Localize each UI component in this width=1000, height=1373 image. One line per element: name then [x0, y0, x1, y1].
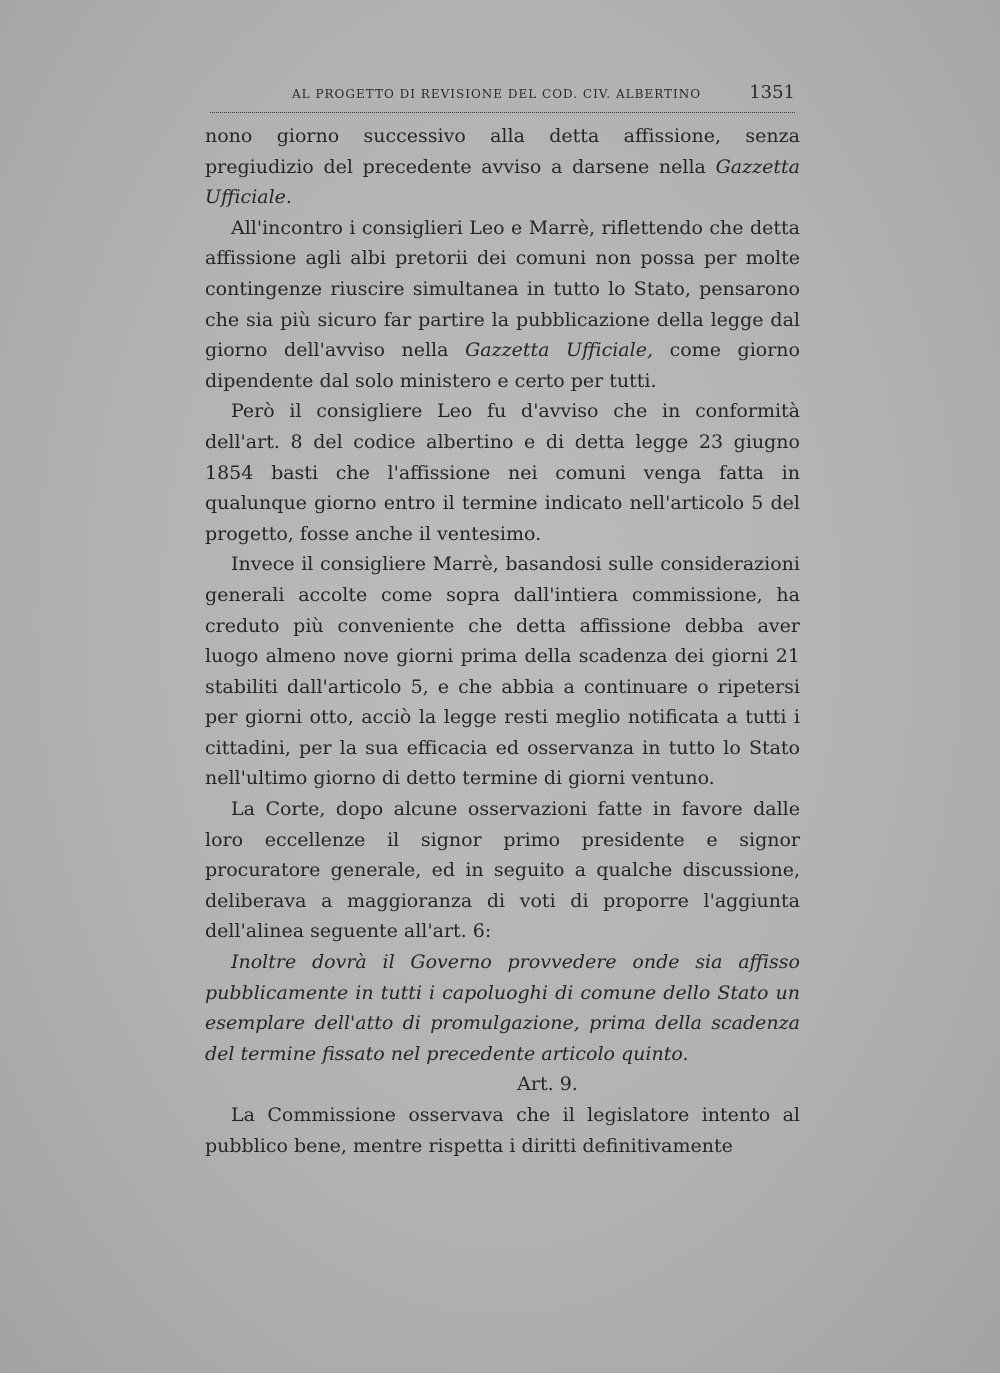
- paragraph-1-italic: Gazzetta Ufficiale: [205, 155, 800, 209]
- paragraph-1: [205, 121, 800, 213]
- paragraph-1-end: .: [285, 186, 292, 209]
- header-rule: [210, 112, 795, 113]
- paragraph-3: Però il consigliere Leo fu d'avviso che in conformità dell'art. 8 del codice albertino e di detta legge 23 giugno 1854 basti che l'affissione nei comuni venga fatta in qualunque giorno entro il termine indicato nell'articolo 5 del progetto, fosse anche il ventesimo.: [205, 400, 800, 545]
- block-quote: Inoltre dovrà il Governo provvedere onde sia affisso pubblicamente in tutti i capoluoghi di comune dello Stato un esemplare dell'atto di promulgazione, prima della scadenza del termine fissato nel precedente articolo quinto.: [205, 951, 800, 1065]
- paragraph-2-italic: Gazzetta Ufficiale,: [465, 339, 653, 362]
- paragraph-2-text2: come giorno dipendente dal solo ministero e certo per tutti.: [205, 339, 800, 392]
- article-heading: Art. 9.: [517, 1073, 578, 1096]
- paragraph-5: La Corte, dopo alcune osservazioni fatte in favore dalle loro eccellenze il signor primo presidente e signor procuratore generale, ed in seguito a qualche discussione, deliberava a maggioranza di voti di proporre l'aggiunta dell'alinea seguente all'art. 6:: [205, 798, 800, 943]
- page-number: 1351: [749, 82, 795, 103]
- page-body: [205, 121, 800, 1161]
- paragraph-4: Invece il consigliere Marrè, basandosi sulle considerazioni generali accolte come sopra dall'intiera commissione, ha creduto più conveniente che detta affissione debba aver luogo almeno nove giorni prima della scadenza dei giorni 21 stabiliti dall'articolo 5, e che abbia a continuare o ripetersi per giorni otto, acciò la legge resti meglio notificata a tutti i cittadini, per la sua efficacia ed osservanza in tutto lo Stato nell'ultimo giorno di detto termine di giorni ventuno.: [205, 553, 800, 790]
- paragraph-1-text: nono giorno successivo alla detta affissione, senza pregiudizio del precedente avviso a darsene nella: [205, 125, 800, 178]
- paragraph-2-text1: All'incontro i consiglieri Leo e Marrè, riflettendo che detta affissione agli albi pretorii dei comuni non possa per molte contingenze riuscire simultanea in tutto lo Stato, pensarono che sia più sicuro far partire la pubblicazione della legge dal giorno dell'avviso nella: [205, 216, 800, 362]
- paragraph-6: La Commissione osservava che il legislatore intento al pubblico bene, mentre rispetta i diritti definitivamente: [205, 1104, 800, 1157]
- paragraph-2: [205, 213, 800, 397]
- page-header: [210, 84, 795, 106]
- running-head: AL PROGETTO DI REVISIONE DEL COD. CIV. ALBERTINO: [292, 87, 702, 101]
